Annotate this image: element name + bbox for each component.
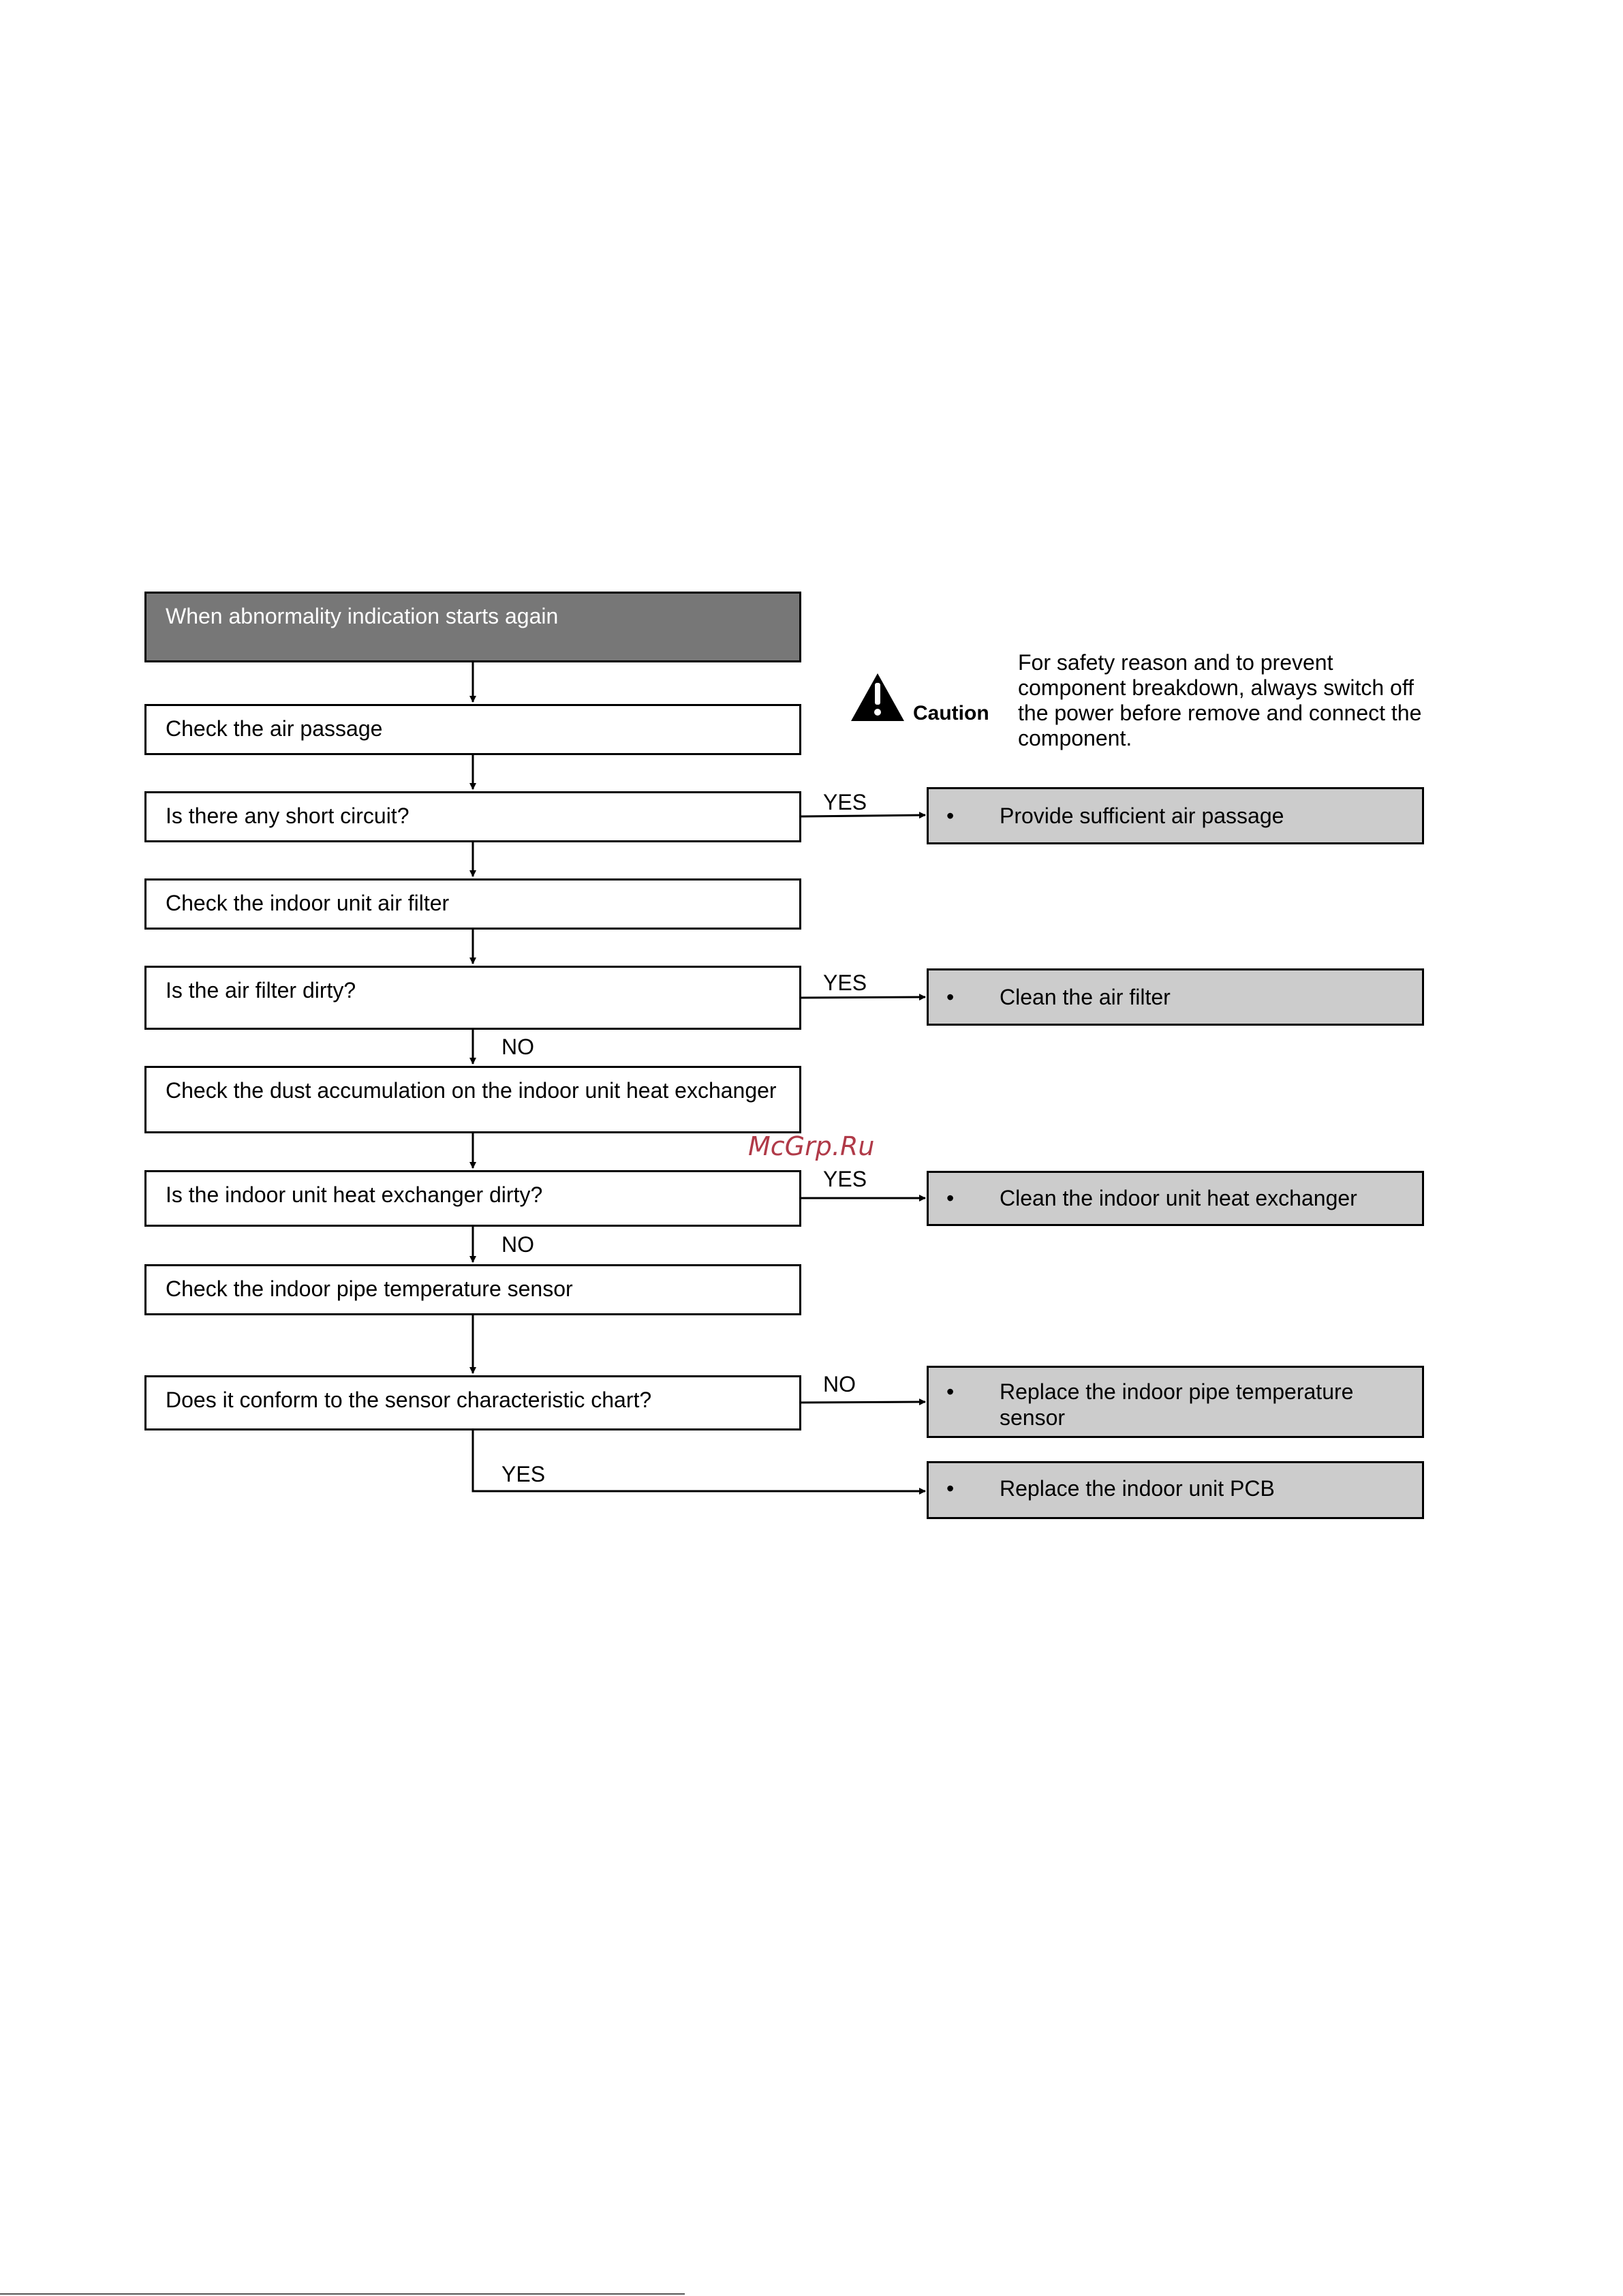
bullet: •	[946, 1379, 955, 1404]
decision-short-circuit	[144, 791, 801, 842]
step-check-pipe-sensor	[144, 1264, 801, 1315]
step-text: Check the indoor unit air filter	[166, 891, 450, 915]
label-no-sensor-chart: NO	[823, 1372, 856, 1396]
caution-label: Caution	[913, 702, 989, 724]
step-text: Check the air passage	[166, 716, 383, 741]
caution-text: For safety reason and to prevent component breakdown, always switch off the power before remove and connect the component.	[1018, 650, 1422, 750]
action-text: Clean the indoor unit heat exchanger	[1000, 1186, 1357, 1210]
watermark: McGrp.Ru	[748, 1131, 875, 1161]
step-check-air-passage	[144, 704, 801, 755]
label-no-heat-exchanger: NO	[501, 1232, 534, 1257]
label-yes-air-filter: YES	[823, 970, 867, 995]
bullet: •	[946, 803, 955, 828]
decision-sensor-chart	[144, 1375, 801, 1430]
bullet: •	[946, 985, 955, 1009]
step-text: Check the indoor pipe temperature sensor	[166, 1276, 573, 1301]
step-text: Is there any short circuit?	[166, 803, 409, 828]
connector-step4-action2	[801, 997, 925, 998]
label-no-air-filter: NO	[501, 1035, 534, 1059]
action-clean-air-filter	[927, 968, 1424, 1026]
action-replace-pipe-sensor	[927, 1366, 1424, 1438]
step-check-dust-heat-exchanger	[144, 1066, 801, 1133]
step-text: Check the dust accumulation on the indoor unit heat exchanger	[166, 1078, 777, 1103]
bullet: •	[946, 1186, 955, 1210]
label-yes-sensor-chart: YES	[501, 1462, 546, 1486]
action-replace-pcb	[927, 1461, 1424, 1519]
flow-start-text: When abnormality indication starts again	[166, 604, 559, 628]
decision-heat-exchanger-dirty	[144, 1170, 801, 1227]
label-yes-heat-exchanger: YES	[823, 1167, 867, 1191]
warning-triangle-icon	[851, 673, 904, 721]
step-check-air-filter	[144, 878, 801, 930]
action-text: Replace the indoor pipe temperature sensor	[1000, 1379, 1354, 1430]
flow-start-box	[144, 592, 801, 662]
action-provide-air-passage	[927, 787, 1424, 844]
action-text: Replace the indoor unit PCB	[1000, 1476, 1275, 1501]
label-yes-short-circuit: YES	[823, 790, 867, 814]
step-text: Is the air filter dirty?	[166, 978, 356, 1002]
decision-air-filter-dirty	[144, 966, 801, 1030]
connector-step8-action4	[801, 1402, 925, 1403]
step-text: Is the indoor unit heat exchanger dirty?	[166, 1182, 543, 1207]
action-text: Clean the air filter	[1000, 985, 1171, 1009]
bullet: •	[946, 1476, 955, 1501]
step-text: Does it conform to the sensor characteristic chart?	[166, 1388, 652, 1412]
action-text: Provide sufficient air passage	[1000, 803, 1284, 828]
connector-step2-action1	[801, 815, 925, 816]
footer-rule	[0, 2293, 685, 2295]
action-clean-heat-exchanger	[927, 1171, 1424, 1226]
